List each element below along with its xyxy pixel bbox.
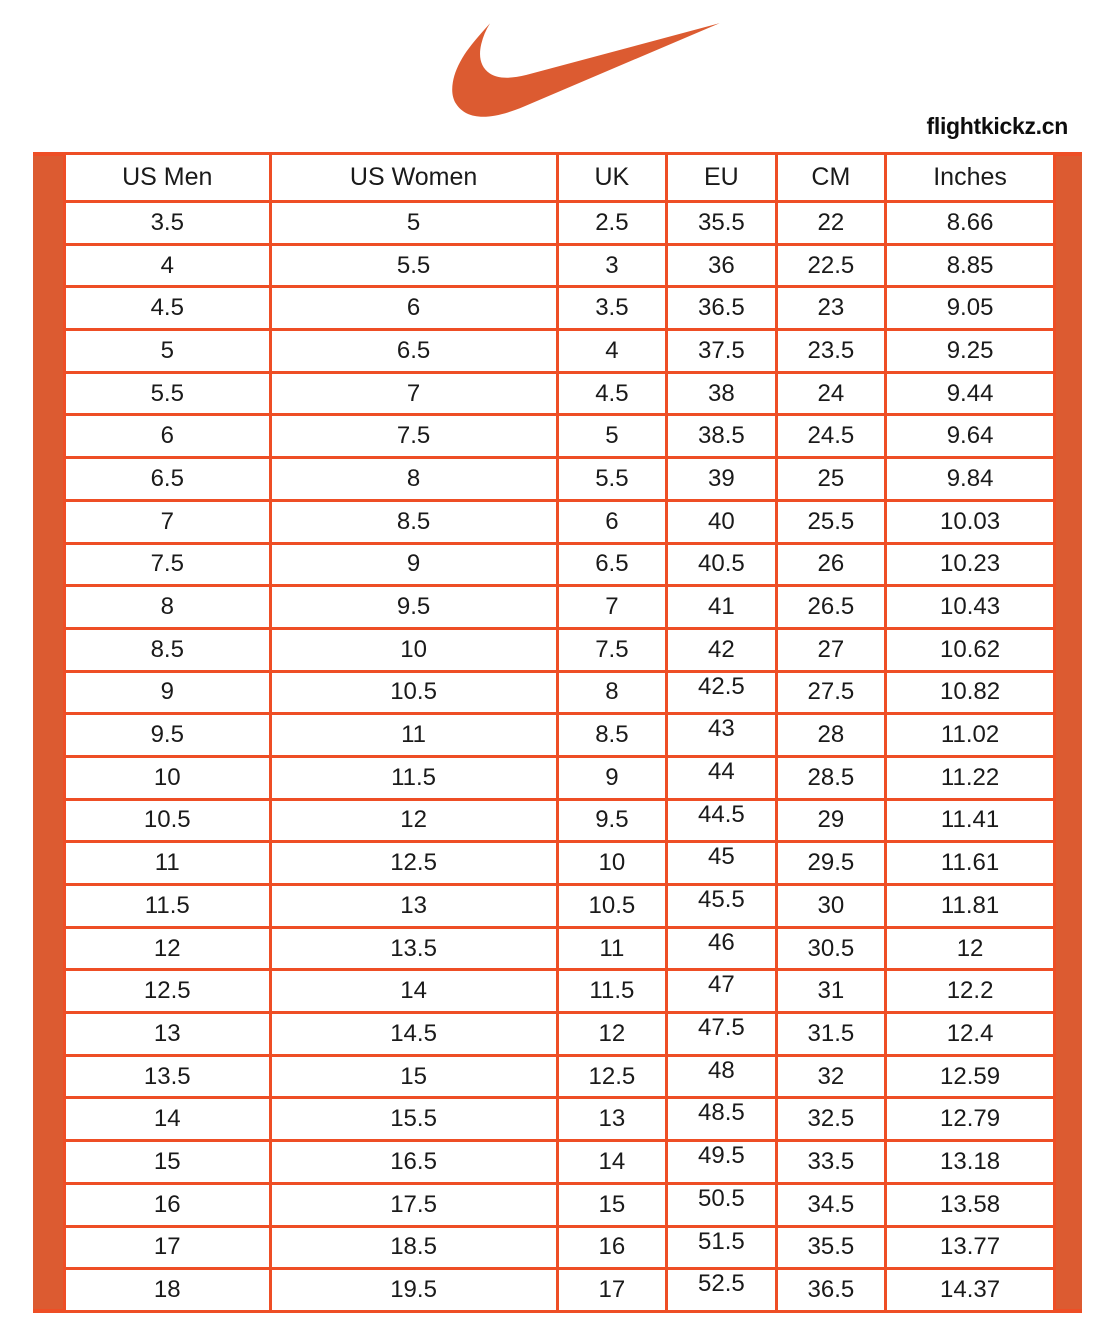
cell: 38: [667, 372, 777, 415]
cell: 26.5: [776, 586, 886, 629]
cell: 22: [776, 202, 886, 245]
table-row: [65, 842, 1055, 885]
cell: 24.5: [776, 415, 886, 458]
cell: 51.5: [667, 1226, 777, 1269]
cell: 47: [667, 970, 777, 1013]
cell: 10.5: [65, 799, 271, 842]
cell: 8: [65, 586, 271, 629]
cell: 12: [65, 927, 271, 970]
cell: 12: [557, 1013, 667, 1056]
cell: 10.43: [886, 586, 1055, 629]
cell: 11.41: [886, 799, 1055, 842]
cell: 12: [886, 927, 1055, 970]
cell: 36.5: [776, 1269, 886, 1312]
cell: 5: [270, 202, 557, 245]
column-header: EU: [667, 154, 777, 202]
cell: 9.05: [886, 287, 1055, 330]
cell: 16: [557, 1226, 667, 1269]
cell: 15: [270, 1055, 557, 1098]
table-row: [65, 586, 1055, 629]
table-row: [65, 1269, 1055, 1312]
table-row: [65, 415, 1055, 458]
cell: 11.5: [65, 885, 271, 928]
cell: 10.62: [886, 628, 1055, 671]
cell: 12.5: [557, 1055, 667, 1098]
cell: 16: [65, 1183, 271, 1226]
nike-swoosh-icon: [452, 22, 720, 119]
table-row: [65, 287, 1055, 330]
table-row: [65, 628, 1055, 671]
cell: 12: [270, 799, 557, 842]
cell: 18.5: [270, 1226, 557, 1269]
cell: 8: [270, 458, 557, 501]
cell: 28: [776, 714, 886, 757]
cell: 13.18: [886, 1141, 1055, 1184]
cell: 6.5: [557, 543, 667, 586]
table-row: [65, 202, 1055, 245]
cell: 7: [270, 372, 557, 415]
cell: 32.5: [776, 1098, 886, 1141]
cell: 17: [65, 1226, 271, 1269]
cell: 28.5: [776, 756, 886, 799]
table-row: [65, 330, 1055, 373]
cell: 44: [667, 756, 777, 799]
right-accent-bar: [1056, 152, 1082, 1313]
cell: 10.23: [886, 543, 1055, 586]
cell: 4.5: [65, 287, 271, 330]
table-row: [65, 927, 1055, 970]
cell: 9.5: [65, 714, 271, 757]
header-row: [65, 154, 1055, 202]
cell: 45: [667, 842, 777, 885]
cell: 10: [65, 756, 271, 799]
cell: 11.61: [886, 842, 1055, 885]
cell: 6: [65, 415, 271, 458]
cell: 33.5: [776, 1141, 886, 1184]
cell: 44.5: [667, 799, 777, 842]
cell: 19.5: [270, 1269, 557, 1312]
cell: 6.5: [65, 458, 271, 501]
cell: 49.5: [667, 1141, 777, 1184]
cell: 48.5: [667, 1098, 777, 1141]
cell: 23.5: [776, 330, 886, 373]
table-row: [65, 885, 1055, 928]
cell: 3.5: [65, 202, 271, 245]
table-row: [65, 756, 1055, 799]
cell: 18: [65, 1269, 271, 1312]
cell: 42: [667, 628, 777, 671]
cell: 11.02: [886, 714, 1055, 757]
cell: 41: [667, 586, 777, 629]
cell: 48: [667, 1055, 777, 1098]
cell: 25.5: [776, 500, 886, 543]
cell: 4.5: [557, 372, 667, 415]
cell: 5.5: [557, 458, 667, 501]
table-row: [65, 1055, 1055, 1098]
cell: 47.5: [667, 1013, 777, 1056]
cell: 5.5: [270, 244, 557, 287]
cell: 31.5: [776, 1013, 886, 1056]
cell: 7.5: [557, 628, 667, 671]
cell: 11: [557, 927, 667, 970]
cell: 13.5: [65, 1055, 271, 1098]
cell: 9: [557, 756, 667, 799]
cell: 8.85: [886, 244, 1055, 287]
cell: 13: [65, 1013, 271, 1056]
cell: 15.5: [270, 1098, 557, 1141]
cell: 29.5: [776, 842, 886, 885]
cell: 11.81: [886, 885, 1055, 928]
cell: 16.5: [270, 1141, 557, 1184]
cell: 9.84: [886, 458, 1055, 501]
table-row: [65, 714, 1055, 757]
cell: 9.64: [886, 415, 1055, 458]
cell: 11.5: [557, 970, 667, 1013]
cell: 12.4: [886, 1013, 1055, 1056]
cell: 29: [776, 799, 886, 842]
cell: 9: [270, 543, 557, 586]
cell: 25: [776, 458, 886, 501]
cell: 13: [270, 885, 557, 928]
cell: 32: [776, 1055, 886, 1098]
cell: 35.5: [776, 1226, 886, 1269]
cell: 9: [65, 671, 271, 714]
cell: 35.5: [667, 202, 777, 245]
cell: 9.5: [557, 799, 667, 842]
cell: 36.5: [667, 287, 777, 330]
cell: 45.5: [667, 885, 777, 928]
cell: 13.5: [270, 927, 557, 970]
column-header: US Women: [270, 154, 557, 202]
table-row: [65, 244, 1055, 287]
cell: 43: [667, 714, 777, 757]
table-row: [65, 799, 1055, 842]
cell: 10: [270, 628, 557, 671]
cell: 7: [65, 500, 271, 543]
cell: 30: [776, 885, 886, 928]
cell: 17.5: [270, 1183, 557, 1226]
cell: 17: [557, 1269, 667, 1312]
cell: 10.5: [557, 885, 667, 928]
cell: 8: [557, 671, 667, 714]
cell: 10.03: [886, 500, 1055, 543]
cell: 46: [667, 927, 777, 970]
cell: 52.5: [667, 1269, 777, 1312]
cell: 40: [667, 500, 777, 543]
left-accent-bar: [33, 152, 63, 1313]
column-header: UK: [557, 154, 667, 202]
cell: 30.5: [776, 927, 886, 970]
cell: 12.5: [65, 970, 271, 1013]
cell: 14: [557, 1141, 667, 1184]
cell: 7.5: [270, 415, 557, 458]
cell: 22.5: [776, 244, 886, 287]
cell: 5: [65, 330, 271, 373]
table-row: [65, 1098, 1055, 1141]
cell: 14: [65, 1098, 271, 1141]
cell: 9.44: [886, 372, 1055, 415]
cell: 11: [270, 714, 557, 757]
cell: 38.5: [667, 415, 777, 458]
cell: 40.5: [667, 543, 777, 586]
watermark-text: flightkickz.cn: [926, 113, 1068, 139]
cell: 4: [557, 330, 667, 373]
cell: 8.5: [557, 714, 667, 757]
cell: 27.5: [776, 671, 886, 714]
table-row: [65, 1226, 1055, 1269]
cell: 34.5: [776, 1183, 886, 1226]
cell: 2.5: [557, 202, 667, 245]
cell: 9.25: [886, 330, 1055, 373]
cell: 13: [557, 1098, 667, 1141]
table-row: [65, 500, 1055, 543]
size-conversion-table: [63, 152, 1056, 1313]
table-row: [65, 1183, 1055, 1226]
cell: 5: [557, 415, 667, 458]
column-header: Inches: [886, 154, 1055, 202]
cell: 7: [557, 586, 667, 629]
table-body: [65, 202, 1055, 1312]
cell: 11.22: [886, 756, 1055, 799]
cell: 11: [65, 842, 271, 885]
cell: 50.5: [667, 1183, 777, 1226]
cell: 7.5: [65, 543, 271, 586]
cell: 42.5: [667, 671, 777, 714]
cell: 10.5: [270, 671, 557, 714]
cell: 4: [65, 244, 271, 287]
cell: 15: [65, 1141, 271, 1184]
cell: 23: [776, 287, 886, 330]
size-chart: [33, 152, 1082, 1313]
cell: 13.77: [886, 1226, 1055, 1269]
cell: 12.59: [886, 1055, 1055, 1098]
cell: 15: [557, 1183, 667, 1226]
cell: 9.5: [270, 586, 557, 629]
cell: 13.58: [886, 1183, 1055, 1226]
table-row: [65, 458, 1055, 501]
cell: 8.5: [270, 500, 557, 543]
cell: 3: [557, 244, 667, 287]
cell: 14.37: [886, 1269, 1055, 1312]
cell: 24: [776, 372, 886, 415]
table-row: [65, 970, 1055, 1013]
column-header: US Men: [65, 154, 271, 202]
table-row: [65, 1141, 1055, 1184]
cell: 14: [270, 970, 557, 1013]
cell: 39: [667, 458, 777, 501]
table-row: [65, 543, 1055, 586]
cell: 8.5: [65, 628, 271, 671]
cell: 8.66: [886, 202, 1055, 245]
table-row: [65, 671, 1055, 714]
cell: 31: [776, 970, 886, 1013]
cell: 14.5: [270, 1013, 557, 1056]
cell: 10: [557, 842, 667, 885]
cell: 37.5: [667, 330, 777, 373]
column-header: CM: [776, 154, 886, 202]
cell: 12.5: [270, 842, 557, 885]
cell: 5.5: [65, 372, 271, 415]
cell: 36: [667, 244, 777, 287]
cell: 27: [776, 628, 886, 671]
cell: 11.5: [270, 756, 557, 799]
cell: 6: [270, 287, 557, 330]
cell: 10.82: [886, 671, 1055, 714]
cell: 12.79: [886, 1098, 1055, 1141]
cell: 6: [557, 500, 667, 543]
table-row: [65, 372, 1055, 415]
cell: 3.5: [557, 287, 667, 330]
table-row: [65, 1013, 1055, 1056]
cell: 12.2: [886, 970, 1055, 1013]
cell: 26: [776, 543, 886, 586]
cell: 6.5: [270, 330, 557, 373]
